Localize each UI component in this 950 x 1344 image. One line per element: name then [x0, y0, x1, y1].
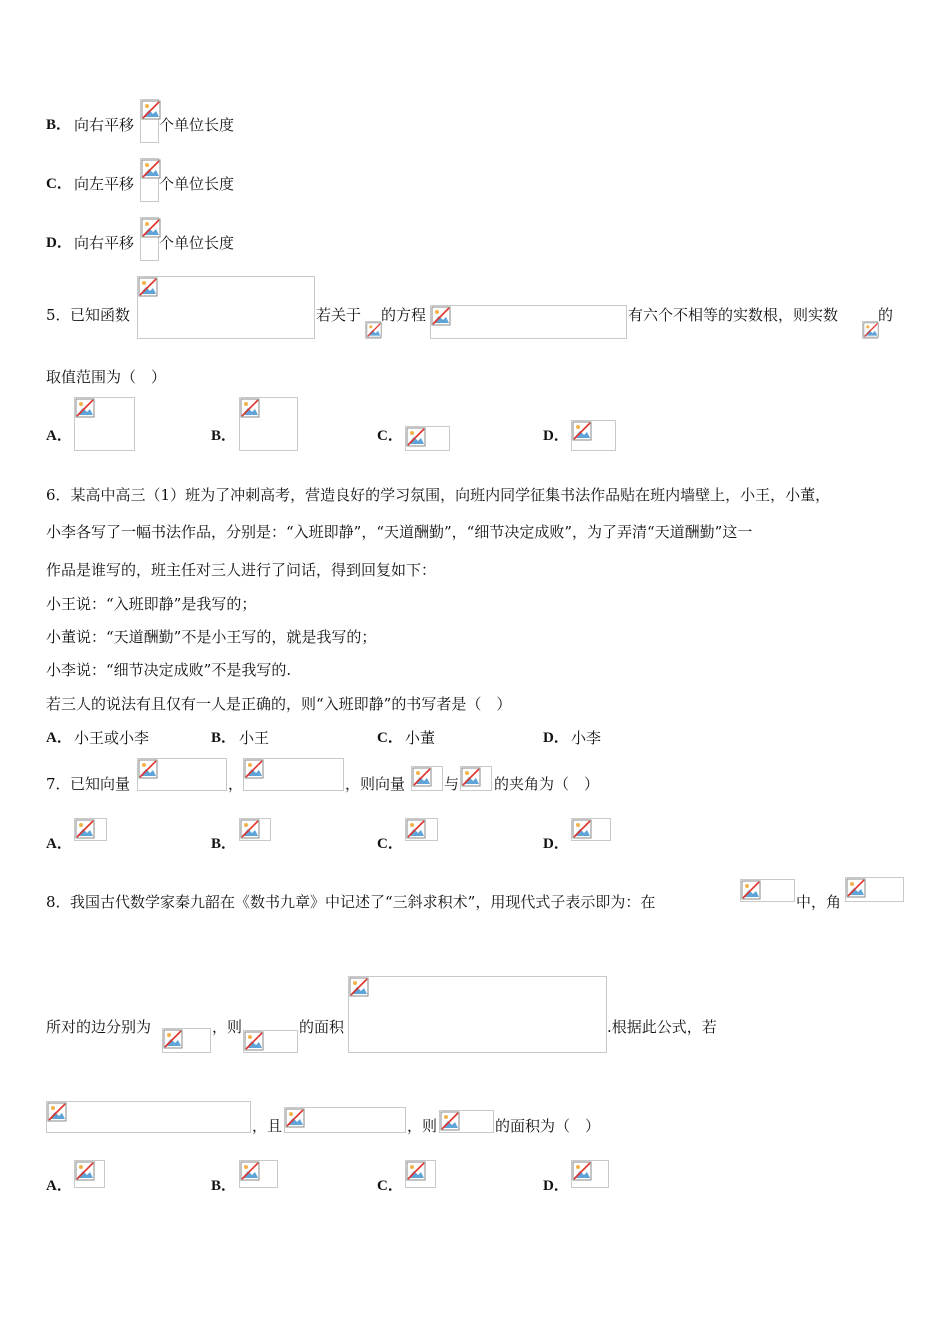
broken-image-icon	[47, 1102, 67, 1122]
broken-image-icon	[244, 1031, 264, 1051]
q7-number: 7．	[46, 775, 71, 793]
q6-option-d-text: 小李	[571, 729, 602, 747]
broken-image-icon	[75, 398, 95, 418]
broken-image-icon	[75, 1161, 95, 1181]
broken-image-icon	[863, 322, 879, 338]
q7-text-4: 与	[444, 775, 460, 793]
q5-option-b-letter: B．	[211, 428, 237, 444]
q6-option-b-letter: B．	[211, 730, 237, 746]
q7-option-c-image	[405, 818, 438, 841]
q8-triangle-image	[243, 1030, 298, 1053]
q4-option-b-formula-image	[140, 99, 159, 143]
q5-option-b-image	[239, 397, 298, 451]
q8-condition-1-image	[46, 1101, 251, 1133]
q5-option-a-letter: A．	[46, 428, 72, 444]
broken-image-icon	[240, 398, 260, 418]
q4-option-c-text-after: 个单位长度	[159, 175, 235, 193]
q6-line-1: 6．某高中高三（1）班为了冲刺高考，营造良好的学习氛围，向班内同学征集书法作品贴在班内墙壁上，小王，小董，	[46, 486, 831, 504]
broken-image-icon	[461, 767, 481, 787]
q8-text-7: ，且	[252, 1117, 283, 1135]
q4-option-d-text-after: 个单位长度	[159, 234, 235, 252]
q7-option-c-letter: C．	[377, 836, 403, 852]
q8-text-1: 我国古代数学家秦九韶在《数书九章》中记述了“三斜求积术”，用现代式子表示即为：在	[70, 893, 656, 911]
q8-option-d-image	[571, 1160, 609, 1188]
q6-line-3: 作品是谁写的，班主任对三人进行了问话，得到回复如下：	[46, 561, 437, 579]
q8-text-4: ，则	[212, 1018, 243, 1036]
broken-image-icon	[244, 759, 264, 779]
broken-image-icon	[138, 759, 158, 779]
q7-vector-a-image	[137, 758, 227, 791]
q7-option-b-letter: B．	[211, 836, 237, 852]
q7-vector-b-image	[243, 758, 344, 791]
q4-option-d-letter: D．	[46, 235, 72, 251]
q5-text-6: 取值范围为（ ）	[46, 368, 167, 386]
q8-angles-image	[845, 877, 904, 902]
q6-option-c-letter: C．	[377, 730, 403, 746]
q5-number: 5．	[46, 306, 71, 324]
q8-text-8: ，则	[407, 1117, 438, 1135]
broken-image-icon	[406, 819, 426, 839]
q8-number: 8．	[46, 893, 71, 911]
q8-option-b-image	[239, 1160, 278, 1188]
q5-text-3: 的方程	[381, 306, 427, 324]
q5-option-c-image	[405, 426, 450, 451]
broken-image-icon	[285, 1108, 305, 1128]
q6-option-b-text: 小王	[239, 729, 270, 747]
q4-option-c-letter: C．	[46, 176, 72, 192]
q7-text-3: ，则向量	[345, 775, 406, 793]
q4-option-c-formula-image	[140, 158, 159, 202]
broken-image-icon	[141, 159, 161, 179]
q5-text-1: 已知函数	[70, 306, 131, 324]
broken-image-icon	[406, 1161, 426, 1181]
q5-option-a-image	[74, 397, 135, 451]
q5-equation-image	[430, 305, 627, 339]
q8-option-c-letter: C．	[377, 1178, 403, 1194]
q4-option-b-text-after: 个单位长度	[159, 116, 235, 134]
broken-image-icon	[75, 819, 95, 839]
q8-text-6: .根据此公式，若	[607, 1018, 717, 1036]
q4-option-d-formula-image	[140, 217, 159, 261]
q5-option-d-letter: D．	[543, 428, 569, 444]
q5-variable-a-image	[862, 321, 878, 339]
q6-line-7: 若三人的说法有且仅有一人是正确的，则“入班即静”的书写者是（ ）	[46, 695, 512, 713]
q7-vector-symbol-a-image	[411, 766, 443, 791]
broken-image-icon	[163, 1029, 183, 1049]
q7-text-2: ，	[228, 775, 244, 793]
broken-image-icon	[440, 1111, 460, 1131]
q8-text-5: 的面积	[299, 1018, 345, 1036]
broken-image-icon	[240, 819, 260, 839]
broken-image-icon	[141, 218, 161, 238]
broken-image-icon	[138, 277, 158, 297]
broken-image-icon	[572, 421, 592, 441]
q7-option-d-letter: D．	[543, 836, 569, 852]
q4-option-d-text-before: 向右平移	[74, 234, 135, 252]
q8-text-2: 中，角	[796, 893, 842, 911]
q5-text-4: 有六个不相等的实数根，则实数	[628, 306, 839, 324]
broken-image-icon	[366, 322, 382, 338]
q8-text-9: 的面积为（ ）	[495, 1117, 601, 1135]
broken-image-icon	[741, 880, 761, 900]
q8-option-d-letter: D．	[543, 1178, 569, 1194]
q7-option-d-image	[571, 818, 611, 841]
broken-image-icon	[141, 100, 161, 120]
broken-image-icon	[349, 977, 369, 997]
q7-option-b-image	[239, 818, 271, 841]
q8-option-a-image	[74, 1160, 105, 1188]
q6-line-5: 小董说：“天道酬勤”不是小王写的，就是我写的；	[46, 628, 377, 646]
q7-text-1: 已知向量	[70, 775, 131, 793]
broken-image-icon	[846, 878, 866, 898]
q5-option-c-letter: C．	[377, 428, 403, 444]
q7-option-a-letter: A．	[46, 836, 72, 852]
q5-option-d-image	[571, 420, 616, 451]
broken-image-icon	[572, 1161, 592, 1181]
q6-line-6: 小李说：“细节决定成败”不是我写的.	[46, 661, 292, 679]
q8-text-3: 所对的边分别为	[46, 1018, 152, 1036]
q8-area-formula-image	[348, 976, 607, 1053]
q8-triangle-abc-image-2	[439, 1110, 494, 1133]
broken-image-icon	[412, 767, 432, 787]
q5-function-image	[137, 276, 315, 339]
q4-option-c-text-before: 向左平移	[74, 175, 135, 193]
q5-variable-x-image	[365, 321, 381, 339]
q8-option-b-letter: B．	[211, 1178, 237, 1194]
q4-option-b-text-before: 向右平移	[74, 116, 135, 134]
q8-option-c-image	[405, 1160, 436, 1188]
q8-option-a-letter: A．	[46, 1178, 72, 1194]
q6-option-d-letter: D．	[543, 730, 569, 746]
q6-option-a-text: 小王或小李	[74, 729, 150, 747]
broken-image-icon	[406, 427, 426, 447]
q6-option-a-letter: A．	[46, 730, 72, 746]
q8-sides-image	[162, 1028, 211, 1053]
q7-option-a-image	[74, 818, 107, 841]
broken-image-icon	[240, 1161, 260, 1181]
q7-vector-symbol-b-image	[460, 766, 492, 791]
q7-text-5: 的夹角为（ ）	[494, 775, 600, 793]
q6-option-c-text: 小董	[405, 729, 436, 747]
q8-triangle-abc-image	[740, 879, 795, 902]
q6-line-4: 小王说：“入班即静”是我写的；	[46, 595, 257, 613]
q5-text-5: 的	[878, 306, 894, 324]
broken-image-icon	[431, 306, 451, 326]
q8-condition-2-image	[284, 1107, 406, 1133]
q4-option-b-letter: B．	[46, 117, 72, 133]
q5-text-2: 若关于	[316, 306, 362, 324]
broken-image-icon	[572, 819, 592, 839]
q6-line-2: 小李各写了一幅书法作品，分别是：“入班即静”，“天道酬勤”，“细节决定成败”，为了弄清“天道酬勤”这一	[46, 523, 753, 541]
